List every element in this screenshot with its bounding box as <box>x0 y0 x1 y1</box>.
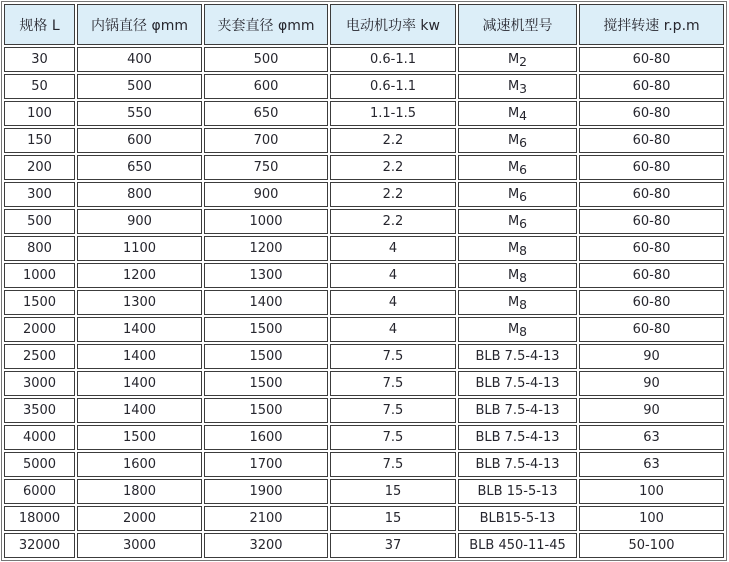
cell-stirring-speed: 90 <box>579 398 724 423</box>
cell-inner-pot-diameter: 1300 <box>77 290 202 315</box>
cell-inner-pot-diameter: 3000 <box>77 533 202 558</box>
model-subscript: 3 <box>519 82 528 96</box>
cell-jacket-diameter: 1300 <box>204 263 328 288</box>
cell-reducer-model: BLB 7.5-4-13 <box>458 425 577 450</box>
cell-spec-l: 6000 <box>4 479 75 504</box>
cell-reducer-model: $M_6$ <box>458 155 577 180</box>
table-row <box>4 47 724 72</box>
table-row <box>4 479 724 504</box>
cell-reducer-model: $M_6$ <box>458 209 577 234</box>
model-subscript: 8 <box>519 298 528 312</box>
cell-reducer-model: $M_6$ <box>458 128 577 153</box>
cell-stirring-speed: 60-80 <box>579 236 724 261</box>
cell-stirring-speed: 60-80 <box>579 155 724 180</box>
cell-reducer-model: BLB 7.5-4-13 <box>458 344 577 369</box>
table-row <box>4 263 724 288</box>
cell-motor-power: 7.5 <box>330 344 456 369</box>
cell-jacket-diameter: 650 <box>204 101 328 126</box>
cell-stirring-speed: 50-100 <box>579 533 724 558</box>
cell-reducer-model: $M_8$ <box>458 290 577 315</box>
cell-stirring-speed: 60-80 <box>579 263 724 288</box>
cell-inner-pot-diameter: 500 <box>77 74 202 99</box>
column-header-stirring-speed: 搅拌转速 r.p.m <box>579 4 724 45</box>
table-header <box>4 4 724 45</box>
cell-spec-l: 2500 <box>4 344 75 369</box>
model-subscript: 6 <box>519 190 528 204</box>
cell-jacket-diameter: 700 <box>204 128 328 153</box>
cell-stirring-speed: 60-80 <box>579 101 724 126</box>
cell-spec-l: 3000 <box>4 371 75 396</box>
model-subscript: 2 <box>519 55 528 69</box>
table-header-row <box>4 4 724 45</box>
cell-motor-power: 7.5 <box>330 452 456 477</box>
table-row <box>4 236 724 261</box>
cell-reducer-model: BLB 7.5-4-13 <box>458 398 577 423</box>
cell-jacket-diameter: 1500 <box>204 317 328 342</box>
model-subscript: 6 <box>519 136 528 150</box>
cell-stirring-speed: 100 <box>579 479 724 504</box>
cell-spec-l: 18000 <box>4 506 75 531</box>
cell-spec-l: 100 <box>4 101 75 126</box>
cell-reducer-model: $M_6$ <box>458 182 577 207</box>
table-row <box>4 371 724 396</box>
cell-stirring-speed: 60-80 <box>579 182 724 207</box>
cell-inner-pot-diameter: 1800 <box>77 479 202 504</box>
table-row <box>4 290 724 315</box>
cell-spec-l: 1500 <box>4 290 75 315</box>
cell-spec-l: 30 <box>4 47 75 72</box>
cell-motor-power: 0.6-1.1 <box>330 74 456 99</box>
model-subscript: 8 <box>519 271 528 285</box>
cell-motor-power: 4 <box>330 263 456 288</box>
cell-inner-pot-diameter: 1400 <box>77 371 202 396</box>
cell-stirring-speed: 60-80 <box>579 128 724 153</box>
column-header-spec-l: 规格 L <box>4 4 75 45</box>
cell-reducer-model: $M_8$ <box>458 317 577 342</box>
table-row <box>4 452 724 477</box>
cell-spec-l: 2000 <box>4 317 75 342</box>
cell-inner-pot-diameter: 800 <box>77 182 202 207</box>
cell-motor-power: 7.5 <box>330 398 456 423</box>
table-row <box>4 506 724 531</box>
cell-inner-pot-diameter: 1400 <box>77 344 202 369</box>
equipment-spec-table <box>1 1 727 561</box>
cell-reducer-model: $M_2$ <box>458 47 577 72</box>
cell-reducer-model: $M_8$ <box>458 263 577 288</box>
cell-stirring-speed: 60-80 <box>579 317 724 342</box>
cell-reducer-model: $M_3$ <box>458 74 577 99</box>
model-subscript: 6 <box>519 163 528 177</box>
cell-spec-l: 300 <box>4 182 75 207</box>
cell-jacket-diameter: 600 <box>204 74 328 99</box>
cell-stirring-speed: 60-80 <box>579 47 724 72</box>
cell-stirring-speed: 60-80 <box>579 209 724 234</box>
cell-inner-pot-diameter: 1100 <box>77 236 202 261</box>
cell-stirring-speed: 60-80 <box>579 290 724 315</box>
cell-jacket-diameter: 1200 <box>204 236 328 261</box>
cell-inner-pot-diameter: 1400 <box>77 398 202 423</box>
cell-jacket-diameter: 1600 <box>204 425 328 450</box>
cell-jacket-diameter: 900 <box>204 182 328 207</box>
table-row <box>4 425 724 450</box>
cell-jacket-diameter: 1500 <box>204 344 328 369</box>
table-row <box>4 101 724 126</box>
cell-spec-l: 200 <box>4 155 75 180</box>
cell-motor-power: 2.2 <box>330 209 456 234</box>
cell-spec-l: 1000 <box>4 263 75 288</box>
cell-motor-power: 7.5 <box>330 371 456 396</box>
cell-jacket-diameter: 1700 <box>204 452 328 477</box>
cell-spec-l: 32000 <box>4 533 75 558</box>
column-header-reducer-model: 减速机型号 <box>458 4 577 45</box>
column-header-inner-pot-diameter: 内锅直径 φmm <box>77 4 202 45</box>
cell-motor-power: 2.2 <box>330 155 456 180</box>
cell-jacket-diameter: 1500 <box>204 371 328 396</box>
cell-spec-l: 4000 <box>4 425 75 450</box>
model-subscript: 8 <box>519 244 528 258</box>
cell-motor-power: 2.2 <box>330 128 456 153</box>
cell-inner-pot-diameter: 2000 <box>77 506 202 531</box>
cell-stirring-speed: 63 <box>579 452 724 477</box>
cell-jacket-diameter: 1500 <box>204 398 328 423</box>
cell-inner-pot-diameter: 400 <box>77 47 202 72</box>
cell-inner-pot-diameter: 900 <box>77 209 202 234</box>
cell-spec-l: 5000 <box>4 452 75 477</box>
cell-motor-power: 2.2 <box>330 182 456 207</box>
cell-stirring-speed: 100 <box>579 506 724 531</box>
cell-jacket-diameter: 1000 <box>204 209 328 234</box>
table-row <box>4 128 724 153</box>
cell-motor-power: 1.1-1.5 <box>330 101 456 126</box>
table-row <box>4 74 724 99</box>
model-subscript: 4 <box>519 109 528 123</box>
cell-inner-pot-diameter: 1600 <box>77 452 202 477</box>
cell-inner-pot-diameter: 550 <box>77 101 202 126</box>
cell-jacket-diameter: 500 <box>204 47 328 72</box>
table-row <box>4 182 724 207</box>
cell-inner-pot-diameter: 1200 <box>77 263 202 288</box>
cell-jacket-diameter: 1400 <box>204 290 328 315</box>
cell-reducer-model: $M_4$ <box>458 101 577 126</box>
cell-reducer-model: BLB 7.5-4-13 <box>458 452 577 477</box>
cell-inner-pot-diameter: 600 <box>77 128 202 153</box>
cell-jacket-diameter: 2100 <box>204 506 328 531</box>
table-row <box>4 398 724 423</box>
cell-jacket-diameter: 750 <box>204 155 328 180</box>
cell-motor-power: 4 <box>330 236 456 261</box>
cell-jacket-diameter: 1900 <box>204 479 328 504</box>
cell-motor-power: 4 <box>330 317 456 342</box>
cell-stirring-speed: 60-80 <box>579 74 724 99</box>
cell-stirring-speed: 90 <box>579 371 724 396</box>
cell-reducer-model: BLB15-5-13 <box>458 506 577 531</box>
table-row <box>4 344 724 369</box>
table-row <box>4 317 724 342</box>
cell-stirring-speed: 63 <box>579 425 724 450</box>
table-row <box>4 209 724 234</box>
cell-jacket-diameter: 3200 <box>204 533 328 558</box>
table-body <box>4 47 724 558</box>
model-subscript: 6 <box>519 217 528 231</box>
cell-stirring-speed: 90 <box>579 344 724 369</box>
cell-reducer-model: BLB 7.5-4-13 <box>458 371 577 396</box>
table-row <box>4 155 724 180</box>
cell-spec-l: 800 <box>4 236 75 261</box>
cell-spec-l: 3500 <box>4 398 75 423</box>
cell-reducer-model: $M_8$ <box>458 236 577 261</box>
column-header-motor-power: 电动机功率 kw <box>330 4 456 45</box>
cell-motor-power: 37 <box>330 533 456 558</box>
cell-motor-power: 15 <box>330 479 456 504</box>
model-subscript: 8 <box>519 325 528 339</box>
cell-reducer-model: BLB 15-5-13 <box>458 479 577 504</box>
cell-spec-l: 500 <box>4 209 75 234</box>
cell-reducer-model: BLB 450-11-45 <box>458 533 577 558</box>
cell-inner-pot-diameter: 1400 <box>77 317 202 342</box>
cell-inner-pot-diameter: 1500 <box>77 425 202 450</box>
cell-motor-power: 7.5 <box>330 425 456 450</box>
cell-motor-power: 4 <box>330 290 456 315</box>
cell-inner-pot-diameter: 650 <box>77 155 202 180</box>
cell-spec-l: 150 <box>4 128 75 153</box>
cell-spec-l: 50 <box>4 74 75 99</box>
column-header-jacket-diameter: 夹套直径 φmm <box>204 4 328 45</box>
table-row <box>4 533 724 558</box>
cell-motor-power: 15 <box>330 506 456 531</box>
cell-motor-power: 0.6-1.1 <box>330 47 456 72</box>
